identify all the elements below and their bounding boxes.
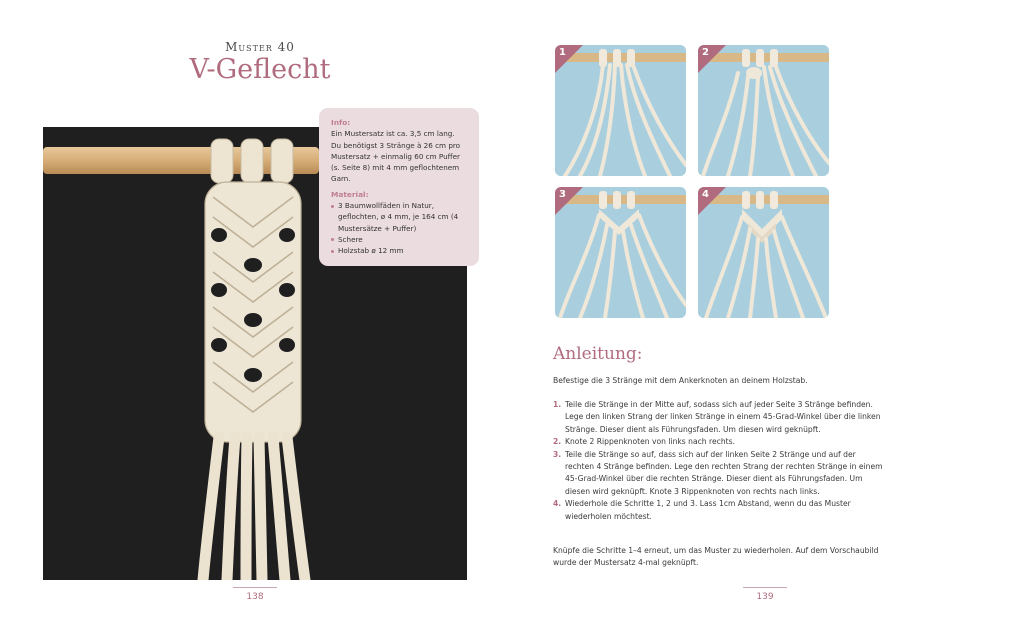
instruction-step [553,399,883,436]
step-num: 2. [553,437,562,447]
material-item: 3 Baumwollfäden in Natur, geflochten, ø 4 mm, je 164 cm (4 Mustersätze + Puffer) [331,200,469,234]
step-number: 4 [702,189,709,200]
step-num: 3. [553,449,562,459]
step-image-1 [555,45,686,176]
page-number-right: 139 [745,592,785,602]
step-text: Teile die Stränge so auf, dass sich auf der linken Seite 2 Stränge und auf der rechten 4 Stränge befinden. Lege den rechten Strang der rechten Stränge in einem 45-Grad-Winkel über die rechten Stränge. Dieser dient als Führungsfaden. Um diesen wird geknüpft. Knote 3 Rippenknoten von rechts nach links. [565,449,883,496]
info-line: Ein Mustersatz ist ca. 3,5 cm lang. [331,129,455,139]
step-num: 1. [553,400,562,409]
info-line: Du benötigst 3 Stränge à 26 cm pro [331,140,461,150]
instruction-step [553,449,883,499]
step-text: Knote 2 Rippenknoten von links nach rechts. [565,437,735,447]
step-image-3 [555,187,686,318]
material-item: Schere [331,234,469,245]
material-list [331,200,469,256]
instructions-outro: Knüpfe die Schritte 1–4 erneut, um das Muster zu wiederholen. Auf dem Vorschaubild wurde der Mustersatz 4-mal geknüpft. [553,546,879,568]
step-text: Teile die Stränge in der Mitte auf, sodass sich auf jeder Seite 3 Stränge befinden. Lege den linken Strang der linken Stränge in einem 45-Grad-Winkel über die linken Stränge. Dieser dient als Führungsfaden. Um diesen wird geknüpft. [565,400,881,434]
page-title: V-Geflecht [189,54,331,85]
step-number: 1 [559,47,566,58]
instructions-intro: Befestige die 3 Stränge mit dem Ankerknoten an deinem Holzstab. [553,376,808,385]
instruction-step [553,498,883,523]
info-line: Garn. [331,174,351,184]
info-line: Mustersatz + einmalig 60 cm Puffer [331,151,461,161]
step-text: Wiederhole die Schritte 1, 2 und 3. Lass 1cm Abstand, wenn du das Muster wiederholen möchtest. [565,499,851,521]
info-line: (s. Seite 8) mit 4 mm geflochtenem [331,163,460,173]
step-number: 2 [702,47,709,58]
instruction-step [553,436,883,448]
material-heading: Material: [331,189,369,199]
step-num: 4. [553,499,562,509]
pattern-number: Muster 40 [225,40,295,54]
step-image-4 [698,187,829,318]
step-image-2 [698,45,829,176]
info-heading: Info: [331,118,351,127]
info-box [319,108,479,266]
right-page [510,0,1020,631]
instructions-list [553,399,883,523]
material-item: Holzstab ø 12 mm [331,245,469,256]
instructions-heading: Anleitung: [553,344,643,364]
step-number: 3 [559,189,566,200]
page-number-left: 138 [235,592,275,602]
